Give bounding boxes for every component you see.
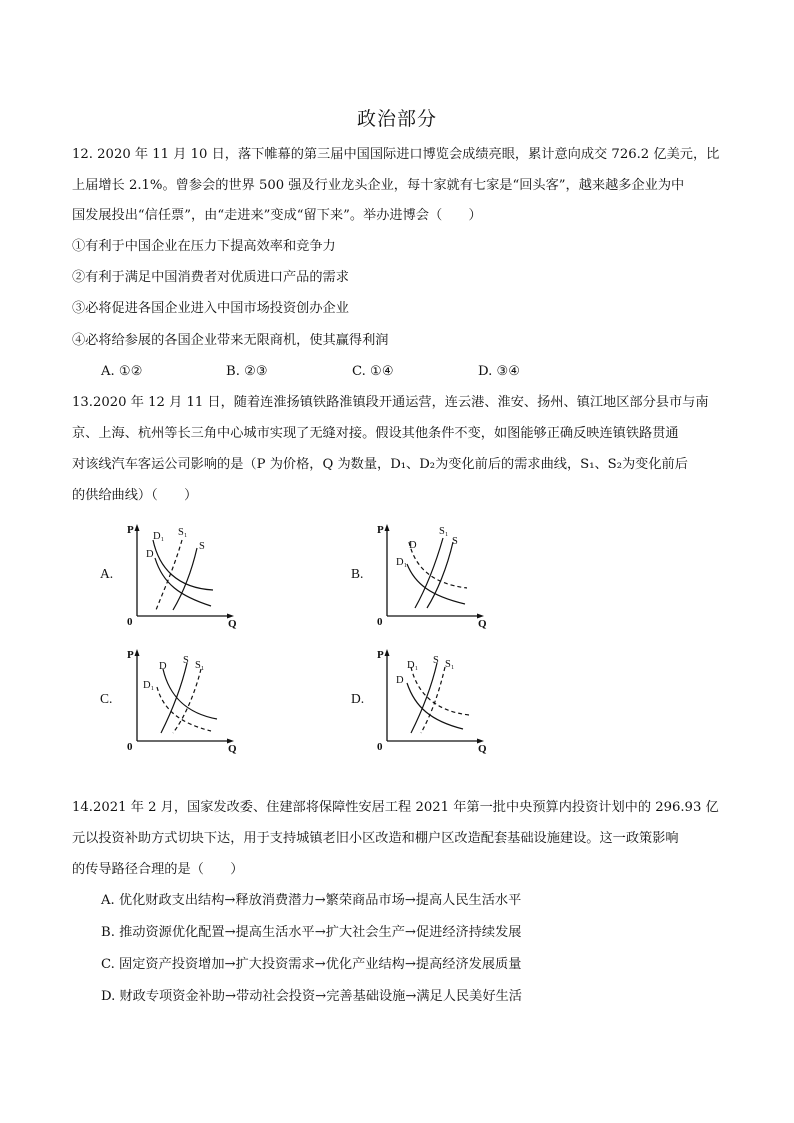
- q13-stem-line-3: 对该线汽车客运公司影响的是（P 为价格，Q 为数量，D₁、D₂为变化前后的需求曲线，S₁、S₂为变化前后: [72, 457, 688, 472]
- graph-a-y-arrow: [135, 524, 140, 531]
- q13-stem-line-2: 京、上海、杭州等长三角中心城市实现了无缝对接。假设其他条件不变，如图能够正确反映连镇铁路贯通: [72, 426, 679, 441]
- q12-option-c[interactable]: C. ①④: [352, 364, 394, 379]
- graph-c: [125, 643, 240, 753]
- graph-c-origin: 0: [127, 741, 133, 753]
- graph-b: [375, 518, 490, 628]
- graph-d-tag-d1: D₁: [407, 660, 419, 671]
- q12-option-b[interactable]: B. ②③: [226, 364, 268, 379]
- graph-d-curve-d1: [411, 667, 469, 715]
- q12-statement-4: ④必将给参展的各国企业带来无限商机，使其赢得利润: [72, 333, 389, 348]
- q14-option-b[interactable]: B. 推动资源优化配置→提高生活水平→扩大社会生产→促进经济持续发展: [101, 925, 522, 940]
- graph-d-label[interactable]: D.: [351, 691, 365, 706]
- q14-stem-line-2: 元以投资补助方式切块下达，用于支持城镇老旧小区改造和棚户区改造配套基础设施建设。这一政策影响: [72, 831, 679, 846]
- q12-option-a[interactable]: A. ①②: [101, 364, 143, 379]
- graph-c-tag-d: D: [159, 661, 167, 672]
- graph-b-y-label: P: [377, 524, 384, 536]
- graph-d-tag-s1: S₁: [445, 659, 455, 670]
- q14-option-c[interactable]: C. 固定资产投资增加→扩大投资需求→优化产业结构→提高经济发展质量: [101, 957, 522, 972]
- q13-stem-line-1: 13.2020 年 12 月 11 日，随着连淮扬镇铁路淮镇段开通运营，连云港、淮安、扬州、镇江地区部分县市与南: [72, 395, 709, 410]
- graph-c-tag-s: S: [183, 655, 189, 666]
- q14-option-a[interactable]: A. 优化财政支出结构→释放消费潜力→繁荣商品市场→提高人民生活水平: [101, 893, 522, 908]
- graph-b-tag-s1: S₁: [439, 526, 449, 537]
- q12-statement-1: ①有利于中国企业在压力下提高效率和竞争力: [72, 239, 336, 254]
- graph-b-x-label: Q: [478, 618, 487, 630]
- graph-c-x-label: Q: [228, 743, 237, 755]
- graph-d-y-arrow: [385, 649, 390, 656]
- graph-a: [125, 518, 240, 628]
- graph-d-curve-d: [407, 683, 463, 729]
- graph-d-x-label: Q: [478, 743, 487, 755]
- graph-d-y-label: P: [377, 649, 384, 661]
- q12-option-d[interactable]: D. ③④: [478, 364, 521, 379]
- q14-stem-line-1: 14.2021 年 2 月，国家发改委、住建部将保障性安居工程 2021 年第一批中央预算内投资计划中的 296.93 亿: [72, 800, 719, 815]
- graph-b-tag-s: S: [452, 536, 458, 547]
- graph-b-tag-d1: D₁: [396, 557, 408, 568]
- graph-c-label[interactable]: C.: [100, 691, 113, 706]
- graph-a-origin: 0: [127, 616, 133, 628]
- q14-stem-line-3: 的传导路径合理的是（ ）: [72, 862, 244, 877]
- graph-a-tag-s: S: [199, 541, 205, 552]
- graph-b-y-arrow: [385, 524, 390, 531]
- q12-statement-2: ②有利于满足中国消费者对优质进口产品的需求: [72, 270, 349, 285]
- page-title: 政治部分: [356, 108, 437, 130]
- graph-d-curve-s: [411, 663, 437, 733]
- q13-stem-line-4: 的供给曲线）（ ）: [72, 488, 198, 503]
- graph-c-y-arrow: [135, 649, 140, 656]
- graph-c-curve-s1: [173, 669, 201, 733]
- graph-d-origin: 0: [377, 741, 383, 753]
- q12-statement-3: ③必将促进各国企业进入中国市场投资创办企业: [72, 301, 349, 316]
- graph-a-tag-s1: S₁: [178, 527, 188, 538]
- graph-b-curve-s1: [415, 538, 443, 608]
- graph-a-label[interactable]: A.: [100, 566, 114, 581]
- q12-stem-line-3: 国发展投出“信任票”，由“走进来”变成“留下来”。举办进博会（ ）: [72, 208, 482, 223]
- graph-c-tag-d1: D₁: [143, 680, 155, 691]
- graph-b-label[interactable]: B.: [351, 566, 364, 581]
- graph-b-tag-d: D: [409, 540, 417, 551]
- graph-c-tag-s1: S₁: [195, 660, 205, 671]
- graph-a-tag-d1: D₁: [153, 531, 165, 542]
- graph-d: [375, 643, 490, 753]
- graph-c-y-label: P: [127, 649, 134, 661]
- q12-stem-line-2: 上届增长 2.1%。曾参会的世界 500 强及行业龙头企业，每十家就有七家是“回头客”，越来越多企业为中: [72, 178, 685, 193]
- graph-b-origin: 0: [377, 616, 383, 628]
- graph-c-curve-s: [161, 663, 187, 733]
- graph-a-x-label: Q: [228, 618, 237, 630]
- graph-b-curve-d1: [407, 564, 465, 604]
- graph-a-tag-d: D: [146, 549, 154, 560]
- graph-d-tag-d: D: [396, 675, 404, 686]
- graph-d-tag-s: S: [433, 655, 439, 666]
- graph-a-y-label: P: [127, 524, 134, 536]
- q14-option-d[interactable]: D. 财政专项资金补助→带动社会投资→完善基础设施→满足人民美好生活: [101, 989, 522, 1004]
- q12-stem-line-1: 12. 2020 年 11 月 10 日，落下帷幕的第三届中国国际进口博览会成绩亮眼，累计意向成交 726.2 亿美元，比: [72, 147, 720, 162]
